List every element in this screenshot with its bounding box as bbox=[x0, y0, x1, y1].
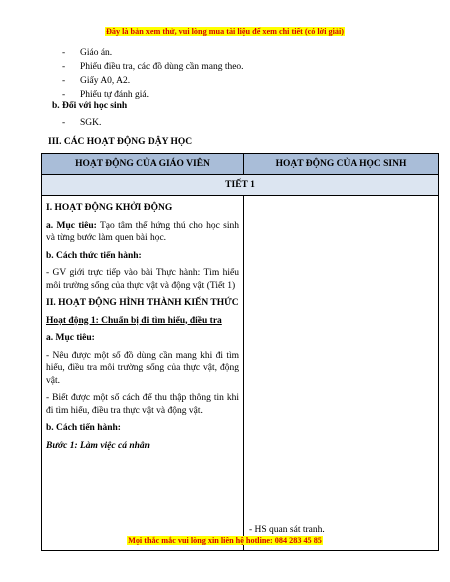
teacher-materials-list bbox=[62, 46, 244, 102]
goal2-item: - Biết được một số cách để thu thập thông tin khi đi tìm hiểu, điều tra thực vật và động vật. bbox=[46, 393, 239, 416]
hotline-banner-text: Mọi thắc mắc vui lòng xin liên hệ hotline: 084 283 45 85 bbox=[128, 536, 322, 545]
knowledge-heading: II. HOẠT ĐỘNG HÌNH THÀNH KIẾN THỨC bbox=[46, 298, 239, 308]
list-item: - Giấy A0, A2. bbox=[62, 74, 244, 88]
list-item: - Phiếu điều tra, các đồ dùng cần mang theo. bbox=[62, 60, 244, 74]
student-activities-cell bbox=[244, 196, 439, 551]
preview-banner bbox=[0, 27, 450, 37]
method-label: b. Cách thức tiến hành: bbox=[46, 250, 142, 261]
list-item: - Phiếu tự đánh giá. bbox=[62, 88, 244, 102]
list-item: - Giáo án. bbox=[62, 46, 244, 60]
student-materials-heading: b. Đối với học sinh bbox=[52, 101, 128, 111]
goal2-label: a. Mục tiêu: bbox=[46, 333, 95, 343]
teacher-activities-cell bbox=[42, 196, 244, 551]
preview-banner-text: Đây là bản xem thử, vui lòng mua tài liệu để xem chi tiết (có lời giải) bbox=[105, 27, 344, 36]
goal-label: a. Mục tiêu: bbox=[46, 220, 97, 231]
student-observe-text: - HS quan sát tranh. bbox=[249, 525, 325, 535]
method-text: - GV giới trực tiếp vào bài Thực hành: Tìm hiểu môi trường sống của thực vật và động vật (Tiết 1) bbox=[46, 268, 239, 291]
goal-text: Tạo tâm thế hứng thú cho học sinh và từng bước làm quen bài học. bbox=[46, 220, 239, 243]
list-item: - SGK. bbox=[62, 118, 101, 128]
step-1-title: Bước 1: Làm việc cá nhân bbox=[46, 440, 150, 451]
student-column-header: HOẠT ĐỘNG CỦA HỌC SINH bbox=[244, 154, 439, 175]
method2-label: b. Cách tiến hành: bbox=[46, 423, 121, 433]
activity-1-title: Hoạt động 1: Chuẩn bị đi tìm hiểu, điều tra bbox=[46, 315, 222, 326]
teacher-column-header: HOẠT ĐỘNG CỦA GIÁO VIÊN bbox=[42, 154, 244, 175]
hotline-banner bbox=[0, 536, 450, 546]
activity-table bbox=[41, 153, 439, 551]
warmup-heading: I. HOẠT ĐỘNG KHỞI ĐỘNG bbox=[46, 203, 173, 213]
period-row: TIẾT 1 bbox=[42, 175, 439, 196]
goal-paragraph bbox=[46, 220, 239, 245]
section-heading: III. CÁC HOẠT ĐỘNG DẬY HỌC bbox=[48, 137, 193, 147]
goal2-item: - Nêu được một số đồ dùng cần mang khi đi tìm hiểu, điều tra môi trường sống của thực vật, động vật. bbox=[46, 350, 239, 386]
